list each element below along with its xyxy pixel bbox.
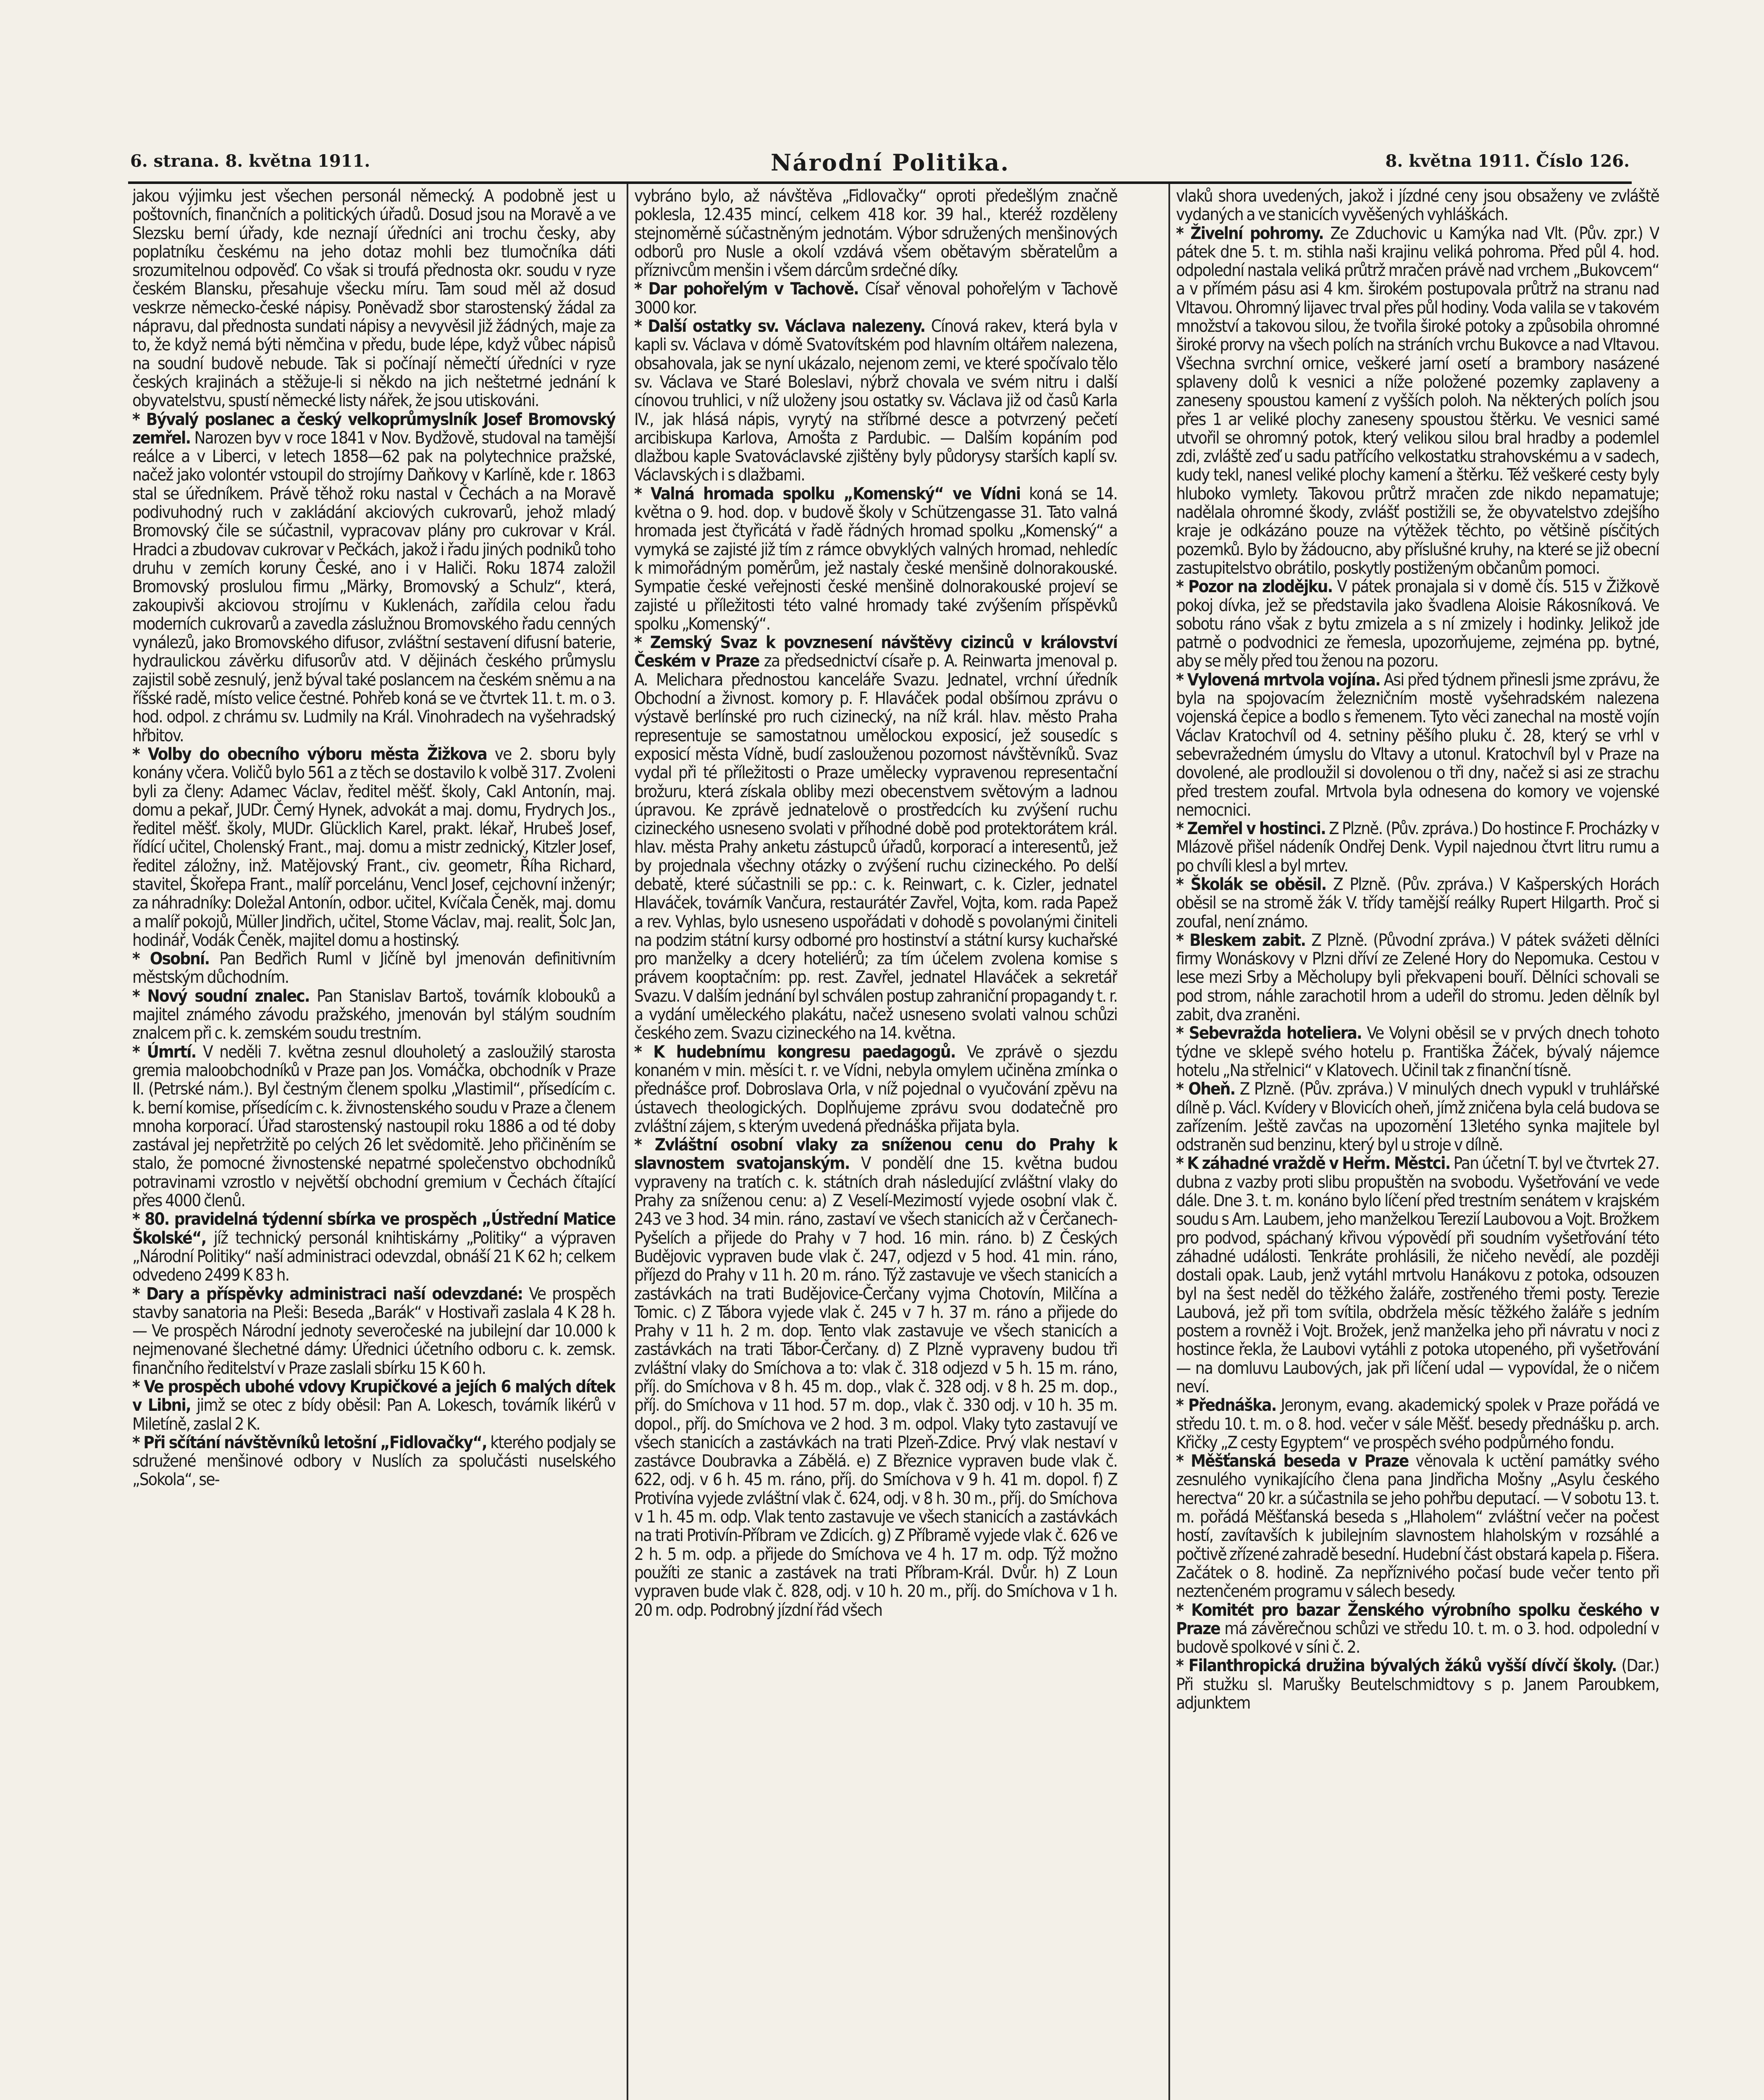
- article-headline: * Filanthropická družina bývalých žáků vyšší dívčí školy.: [1176, 1656, 1617, 1676]
- article-body: Ve zprávě o sjezdu konaném v min. měsíci t. r. ve Vídni, nebyla omylem učiněna zmínka o přednášce prof. Dobroslava Orla, v níž pojednal o vyučování zpěvu na ústavech theologických. Doplňujeme zprávu svou dodatečně pro zvláštní zájem, s kterým uvedená přednáška přijata byla.: [634, 1042, 1117, 1136]
- article-headline: * Živelní pohromy.: [1176, 223, 1323, 243]
- article-headline: * Měšťanská beseda v Praze: [1176, 1452, 1409, 1471]
- article-headline: * Komitét pro bazar Ženského výrobního spolku českého v Praze: [1176, 1600, 1659, 1638]
- article-body: vybráno bylo, až návštěva „Fidlovačky“ oproti předešlým značně poklesla, 12.435 mincí, celkem 418 kor. 39 hal., kteréž rozděleny stejnoměrně súčastněným jednotám. Výbor sdružených menšinových odborů pro Nusle a okolí vzdává všem obětavým sběratelům a příznivcům menšin i všem dárcům srdečné díky.: [634, 187, 1117, 281]
- article-paragraph: [1176, 578, 1659, 670]
- article-body: Ze Zduchovic u Kamýka nad Vlt. (Pův. zpr.) V pátek dne 5. t. m. stihla naši krajinu veliká pohroma. Před půl 4. hod. odpolední nastala veliká průtrž mračen právě nad vrchem „Bukovcem“ a v přímém pásu asi 4 km. širokém postupovala průtrž na stranu nad Vltavou. Ohromný lijavec trval přes půl hodiny. Voda valila se v takovém množství a takovou silou, že tvořila široké potoky a způsobila ohromné široké prorvy na všech polích na stráních vrchu Bukovce a nad Vltavou. Všechna svrchní ornice, veškeré jarní osetí a brambory nasázené splaveny dolů k vesnici a níže položené pozemky zaplaveny a zaneseny spoustou kamení z vyšších poloh. Na některých polích jsou přes 1 ar veliké plochy zaneseny spoustou štěrku. Ve vesnici samé utvořil se ohromný potok, který velikou silou bral hradby a podemlel zdi, zvláště zeď u sadu patřícího velkostatku strahovskému a v sadech, kudy tekl, nanesl veliké plochy kamení a štěrku. Též veškeré cesty byly hluboko vymlety. Takovou průtrž mračen zde nikdo nepamatuje; nadělala ohromné škody, zvlášť postižili se, že obyvatelstvo zdejšího kraje je odkázáno pouze na výtěžek těchto, po většině písčitých pozemků. Bylo by žádoucno, aby příslušné kruhy, na které se již obecní zastupitelstvo obrátilo, poskytly postiženým občanům pomoci.: [1176, 223, 1659, 578]
- article-body: V pondělí dne 15. května budou vypraveny na tratích c. k. státních drah následující zvláštní vlaky do Prahy za sníženou cenu: a) Z Veselí-Mezimostí vyjede osobní vlak č. 243 ve 3 hod. 34 min. ráno, zastaví ve všech stanicích až v Čerčanech-Pyšelích a přijede do Prahy v 7 hod. 16 min. ráno. b) Z Českých Budějovic vypraven bude vlak č. 247, odjezd v 5 hod. 41 min. ráno, příjezd do Prahy v 11 h. 20 m. ráno. Týž zastavuje ve všech stanicích a zastávkách na trati Budějovice-Čerčany vyjma Chotovín, Milčína a Tomic. c) Z Tábora vyjede vlak č. 245 v 7 h. 37 m. ráno a přijede do Prahy v 11 h. 2 m. dop. Tento vlak zastavuje ve všech stanicích a zastávkách na trati Tábor-Čerčany. d) Z Plzně vypraveny budou tři zvláštní vlaky do Smíchova a to: vlak č. 318 odjezd v 5 h. 15 m. ráno, příj. do Smíchova v 8 h. 45 m. dop., vlak č. 328 odj. v 8 h. 25 m. dop., příj. do Smíchova v 11 hod. 57 m. dop., vlak č. 330 odj. v 10 h. 35 m. dopol., příj. do Smíchova ve 2 hod. 3 m. odpol. Vlaky tyto zastavují ve všech stanicích a zastávkách na trati Plzeň-Zdice. Prvý vlak nestaví v zastávce Doubravka a Zábělá. e) Z Březnice vypraven bude vlak č. 622, odj. v 6 h. 45 m. ráno, příj. do Smíchova v 9 h. 41 m. dopol. f) Z Protivína vyjede zvláštní vlak č. 624, odj. v 8 h. 30 m., příj. do Smíchova v 1 h. 45 m. odp. Vlak tento zastavuje ve všech stanicích a zastávkách na trati Protivín-Příbram ve Zdicích. g) Z Příbramě vyjede vlak č. 626 ve 2 h. 5 m. odp. a přijede do Smíchova ve 4 h. 17 m. odp. Týž možno použíti ze stanic a zastávek na trati Příbram-Král. Dvůr. h) Z Loun vypraven bude vlak č. 828, odj. v 10 h. 20 m., příj. do Smíchova v 1 h. 20 m. odp. Podrobný jízdní řád všech: [634, 1154, 1117, 1620]
- article-body: ve 2. sboru byly konány včera. Voličů bylo 561 a z těch se dostavilo k volbě 317. Zvoleni byli za členy: Adamec Václav, ředitel měšť. školy, Cakl Antonín, maj. domu a pekař, JUDr. Černý Hynek, advokát a maj. domu, Frydrych Jos., ředitel měšť. školy, MUDr. Glücklich Karel, prakt. lékař, Hrubeš Josef, řídící učitel, Cholenský Frant., maj. domu a mistr zednický, Kitzler Josef, ředitel záložny, inž. Matějovský Frant., civ. geometr, Říha Richard, stavitel, Škořepa Frant., malíř porcelánu, Vencl Josef, cejchovní inženýr; za náhradníky: Doležal Antonín, odbor. učitel, Kvíčala Čeněk, maj. domu a malíř pokojů, Müller Jindřich, učitel, Stome Václav, maj. realit, Šolc Jan, hodinář, Vodák Čeněk, majitel domu a hostinský.: [132, 744, 615, 950]
- article-paragraph: [132, 410, 615, 745]
- article-headline: * Dary a příspěvky administraci naší odevzdané:: [132, 1284, 523, 1304]
- article-paragraph: [1176, 1396, 1659, 1452]
- article-paragraph: [1176, 1601, 1659, 1657]
- column-divider: [1168, 184, 1170, 2100]
- article-body: V pátek pronajala si v domě čís. 515 v Žižkově pokoj dívka, jež se představila jako švadlena Aloisie Rákosníková. Ve sobotu ráno však z bytu zmizela a s ní zmizely i hodinky. Jelikož jde patrně o podvodnici ze řemesla, upozorňujeme, zejména pp. bytné, aby se měly před tou ženou na pozoru.: [1176, 577, 1659, 671]
- article-headline: * Bývalý poslanec a český velkoprůmyslník Josef Bromovský zemřel.: [132, 410, 615, 448]
- article-body: Narozen byv v roce 1841 v Nov. Bydžově, studoval na tamější reálce a v Liberci, v letech 1858—62 pak na polytechnice pražské, načež jako volontér vstoupil do strojírny Daňkovy v Karlíně, kde r. 1863 stal se úředníkem. Právě těhož roku nastal v Čechách a na Moravě podivuhodný ruch v zakládání akciových cukrovarů, jehož mladý Bromovský čile se súčastnil, vypracovav plány pro cukrovar v Král. Hradci a zbudovav cukrovar v Pečkách, jakož i řadu jiných podniků toho druhu v zemích koruny České, ano i v Haliči. Roku 1874 založil Bromovský proslulou firmu „Märky, Bromovský a Schulz“, která, zakoupivši akciovou strojírnu v Kuklenách, zařídila celou řadu moderních cukrovarů a zavedla záslužnou Bromovského řadu cenných vynálezů, jako Bromovského difusor, zvláštní sestavení difusní baterie, hydraulickou závěrku difusorův atd. V dějinách českého průmyslu zajistil sobě zesnulý, jenž býval také poslancem na českém sněmu a na říšské radě, místo velice čestné. Pohřeb koná se ve čtvrtek 11. t. m. o 3. hod. odpol. z chrámu sv. Ludmily na Král. Vinohradech na vyšehradský hřbitov.: [132, 428, 615, 746]
- article-body: Z Plzně. (Pův. zpráva.) V minulých dnech vypukl v truhlářské dílně p. Václ. Kvídery v Blovicích oheň, jímž zničena byla celá budova se zařízením. Ještě zavčas na upozornění 13letého synka majitele byl odstraněn sud benzinu, který byl u stroje v dílně.: [1176, 1079, 1659, 1155]
- article-headline: * Valná hromada spolku „Komenský“ ve Vídni: [634, 484, 1021, 504]
- article-headline: * Nový soudní znalec.: [132, 986, 310, 1006]
- article-paragraph: [132, 1378, 615, 1433]
- article-paragraph: [1176, 931, 1659, 1024]
- article-headline: * Pozor na zlodějku.: [1176, 577, 1333, 597]
- article-paragraph: [634, 485, 1117, 633]
- article-body: Jeronym, evang. akademický spolek v Praze pořádá ve středu 10. t. m. o 8. hod. večer v sále Měšť. besedy přednášku p. arch. Křičky „Z cesty Egyptem“ ve prospěch svého podpůrného fondu.: [1176, 1396, 1659, 1452]
- article-paragraph: [1176, 1024, 1659, 1080]
- article-paragraph: [634, 187, 1117, 280]
- article-headline: * 80. pravidelná týdenní sbírka ve prospěch „Ústřední Matice Školské“,: [132, 1210, 615, 1248]
- article-body: Pan Bedřich Ruml v Jičíně byl jmenován definitivním městským důchodním.: [132, 949, 615, 987]
- article-paragraph: [132, 187, 615, 410]
- article-headline: * K záhadné vraždě v Heřm. Městci.: [1176, 1154, 1450, 1173]
- article-paragraph: [1176, 187, 1659, 224]
- article-body: Asi před týdnem přinesli jsme zprávu, že byla na spojovacím železničním mostě vyšehradském nalezena vojenská čepice a bodlo s řemenem. Tyto věci zanechal na mostě vojín Václav Kratochvíl od 4. setniny pěšího pluku č. 28, který se vrhl v sebevražedném úmyslu do Vltavy a utonul. Kratochvíl byl v Praze na dovolené, ale prodloužil si dovolenou o tři dny, načež si asi ze strachu před trestem zoufal. Mrtvola byla odnesena do komory ve vojenské nemocnici.: [1176, 670, 1659, 820]
- article-body: koná se 14. května o 9. hod. dop. v budově školy v Schützengasse 31. Tato valná hromada jest čtyřicátá v řadě řádných hromad spolku „Komenský“ a vymyká se zajisté již tím z rámce obvyklých valných hromad, nehledíc k mimořádným poměrům, jež nastaly české menšině dolnorakouské. Sympatie české veřejnosti české menšině dolnorakouské projeví se zajisté u příležitosti této valné hromady také zvýšením příspěvků spolku „Komenský“.: [634, 484, 1117, 634]
- article-body: Z Plzně. (Původní zpráva.) V pátek svážeti dělníci firmy Wonáskovy v Plzni dříví ze Zelené Hory do Nepomuka. Cestou v lese mezi Srby a Měcholupy byli překvapeni bouří. Dělníci schovali se pod strom, náhle zarachotil hrom a udeřil do stromu. Jeden dělník byl zabit, dva zraněni.: [1176, 930, 1659, 1025]
- article-paragraph: [1176, 875, 1659, 931]
- article-paragraph: [1176, 1656, 1659, 1712]
- article-body: Cínová rakev, která byla v kapli sv. Václava v dómě Svatovítském pod hlavním oltářem nalezena, obsahovala, jak se nyní ukázalo, nejenom zemi, ve které spočívalo tělo sv. Václava ve Staré Boleslavi, nýbrž chovala ve svém nitru i další cínovou truhlici, v níž uloženy jsou ostatky sv. Václava již od časů Karla IV., jak hlásá nápis, vyrytý na stříbrné desce a potvrzený pečetí arcibiskupa Karlova, Arnošta z Pardubic. — Dalším kopáním pod dlažbou kaple Svatováclavské zjištěny byly půdorysy starších kaplí sv. Václavských i s dlažbami.: [634, 317, 1117, 485]
- article-headline: * Osobní.: [132, 949, 210, 969]
- header-page-date: 6. strana. 8. května 1911.: [130, 151, 370, 171]
- article-headline: * Oheň.: [1176, 1079, 1235, 1099]
- article-paragraph: [132, 1285, 615, 1378]
- article-paragraph: [634, 1136, 1117, 1620]
- article-headline: * Ve prospěch ubohé vdovy Krupičkové a jejích 6 malých dítek v Libni,: [132, 1377, 615, 1415]
- article-headline: * Zemský Svaz k povznesení návštěvy cizinců v království Českém v Praze: [634, 633, 1117, 671]
- article-body: (Dar.) Při stužku sl. Marušky Beutelschmidtovy s p. Janem Paroubkem, adjunktem: [1176, 1656, 1659, 1713]
- article-paragraph: [132, 987, 615, 1043]
- article-paragraph: [634, 317, 1117, 485]
- article-body: jimž se otec z bídy oběsil: Pan A. Lokesch, továrník likérů v Miletíně, zaslal 2 K.: [132, 1396, 615, 1434]
- text-column-2: [634, 187, 1117, 2100]
- article-headline: * Dar pohořelým v Tachově.: [634, 279, 858, 299]
- article-body: Z Plzně. (Pův. zpráva.) V Kašperských Horách oběsil se na stromě žák V. třídy tamější reálky Rupert Hilgarth. Proč si zoufal, není známo.: [1176, 874, 1659, 932]
- article-headline: * Při sčítání návštěvníků letošní „Fidlovačky“,: [132, 1433, 487, 1452]
- article-body: jakou výjimku jest všechen personál německý. A podobně jest u poštovních, finančních a politických úřadů. Dosud jsou na Moravě a ve Slezsku berní úřady, kde neznají úředníci ani trochu česky, aby poplatníku českému na jeho dotaz mohli bez tlumočníka dáti srozumitelnou odpověď. Co však si troufá přednosta okr. soudu v ryze českém Blansku, přesahuje všecku míru. Tam soud měl až dosud veskrze německo-české nápisy. Poněvadž sbor starostenský žádal za nápravu, dal přednosta sundati nápisy a nevyvěsil již žádných, maje za to, že když nemá býti němčina v předu, bude lépe, když vůbec nápisů na soudní budově nebude. Tak si počínají němečtí úředníci v ryze českých krajinách a stěžuje-li si někdo na jich neštetrné jednání k obyvatelstvu, spustí německé listy nářek, že jsou utiskováni.: [132, 187, 615, 411]
- article-paragraph: [1176, 224, 1659, 578]
- header-rule: [128, 181, 1632, 184]
- article-body: vlaků shora uvedených, jakož i jízdné ceny jsou obsaženy ve zvláště vydaných a ve stanicích vyvěšených vyhláškách.: [1176, 187, 1659, 225]
- article-body: Pan účetní T. byl ve čtvrtek 27. dubna z vazby proti slibu propuštěn na svobodu. Vyšetřování ve vede dále. Dne 3. t. m. konáno bylo líčení před trestním senátem v krajském soudu s Arn. Laubem, jeho manželkou Terezií Laubovou a Vojt. Brožkem pro podvod, spáchaný křivou výpovědí při soudním vyšetřování této záhadné události. Tenkráte prohlásili, že ničeho nevědí, ale později dostali opak. Laub, jenž vytáhl mrtvolu Hanákovu z potoka, odsouzen byl na šest neděl do těžkého žaláře, zostřeného třemi posty. Terezie Laubová, jež při tom svítila, obdržela měsíc těžkého žaláře s jedním postem a rovněž i Vojt. Brožek, jenž manželka jeho při návratu v noci z hostince řekla, že Laubovi vytáhli z potoka utopeného, při vyšetřování — na domluvu Laubových, jak při líčení udal — vypovídal, že o ničem neví.: [1176, 1154, 1659, 1396]
- article-headline: * Přednáška.: [1176, 1396, 1276, 1415]
- text-column-1: [132, 187, 615, 2100]
- article-paragraph: [1176, 1154, 1659, 1396]
- article-paragraph: [132, 950, 615, 987]
- article-body: Císař věnoval pohořelým v Tachově 3000 kor.: [634, 279, 1117, 318]
- article-body: Ve Volyni oběsil se v prvých dnech tohoto týdne ve sklepě svého hotelu p. Františka Žáček, bývalý nájemce hotelu „Na střelnici“ v Klatovech. Učinil tak z finanční tísně.: [1176, 1024, 1659, 1080]
- article-headline: * Úmrtí.: [132, 1042, 196, 1062]
- article-paragraph: [132, 1433, 615, 1489]
- text-column-3: [1176, 187, 1659, 2100]
- article-paragraph: [1176, 1452, 1659, 1601]
- article-paragraph: [1176, 1080, 1659, 1154]
- article-headline: * Zemřel v hostinci.: [1176, 819, 1326, 839]
- article-body: jíž technický personál knihtiskárny „Politiky“ a výpraven „Národní Politiky“ naší administraci odevzdal, obnáší 21 K 62 h; celkem odvedeno 2499 K 83 h.: [132, 1228, 615, 1285]
- article-paragraph: [634, 280, 1117, 317]
- article-paragraph: [132, 1043, 615, 1210]
- article-body: má závěrečnou schůzi ve středu 10. t. m. o 3. hod. odpolední v budově spolkové v síni č. 2.: [1176, 1619, 1659, 1657]
- article-paragraph: [634, 633, 1117, 1043]
- page-header: [130, 149, 1630, 178]
- article-paragraph: [634, 1043, 1117, 1136]
- article-body: V neděli 7. května zesnul dlouholetý a zasloužilý starosta gremia maloobchodníků v Praze pan Jos. Vomáčka, obchodník v Praze II. (Petrské nám.). Byl čestným členem spolku „Vlastimil“, přísedícím c. k. berní komise, přísedícím c. k. živnostenského soudu v Praze a členem mnoha korporací. Úřad starostenský nastoupil roku 1886 a od té doby zastával jej nepřetržitě po celých 26 let svědomitě. Jeho přičiněním se stalo, že pomocné živnostenské nepatrné společenstvo obchodníků potravinami vzrostlo v největší obchodní gremium v Čechách čítající přes 4000 členů.: [132, 1042, 615, 1211]
- article-headline: * Další ostatky sv. Václava nalezeny.: [634, 317, 925, 336]
- article-headline: * Sebevražda hoteliera.: [1176, 1024, 1362, 1043]
- article-headline: * Vylovená mrtvola vojína.: [1176, 670, 1380, 690]
- article-headline: * Volby do obecního výboru města Žižkova: [132, 744, 487, 764]
- article-paragraph: [1176, 671, 1659, 819]
- header-issue-number: 8. května 1911. Číslo 126.: [1385, 151, 1630, 171]
- column-divider: [627, 184, 628, 2100]
- article-body: kterého podjaly se sdružené menšinové odbory v Nuslích za spolučásti nuselského „Sokola“, se-: [132, 1433, 615, 1490]
- article-paragraph: [1176, 819, 1659, 875]
- article-headline: * Školák se oběsil.: [1176, 874, 1326, 894]
- article-headline: * Bleskem zabit.: [1176, 930, 1306, 950]
- article-headline: * Zvláštní osobní vlaky za sníženou cenu do Prahy k slavnostem svatojanským.: [634, 1135, 1117, 1173]
- article-body: Ve prospěch stavby sanatoria na Pleši: Beseda „Barák“ v Hostivaři zaslala 4 K 28 h. — Ve prospěch Národní jednoty severočeské na jubilejní dar 10.000 k nejmenované šlechetné dámy: Úřednici účetního odboru c. k. zemsk. finančního ředitelství v Praze zaslali sbírku 15 K 60 h.: [132, 1284, 615, 1378]
- article-headline: * K hudebnímu kongresu paedagogů.: [634, 1042, 956, 1062]
- article-paragraph: [132, 745, 615, 950]
- masthead-title: Národní Politika.: [771, 149, 1010, 176]
- article-body: Z Plzně. (Pův. zpráva.) Do hostince F. Procházky v Mlázově přišel nádeník Ondřej Denk. Vypil najednou čtvrt litru rumu a po chvíli klesl a byl mrtev.: [1176, 819, 1659, 876]
- article-body: věnovala k uctění památky svého zesnulého vynikajícího člena pana Jindřicha Mošny „Asylu českého herectva“ 20 kr. a súčastnila se jeho pohřbu deputací. — V sobotu 13. t. m. pořádá Měšťanská beseda s „Hlaholem“ zvláštní večer na počest hostí, zavítavších k jubilejním slavnostem hlaholským v rozsáhlé a počtivě zřízené zahradě besední. Hudební část obstará kapela p. Fišera. Začátek o 8. hodině. Za nepříznivého počasí bude večer tento při neztenčeném programu v sálech besedy.: [1176, 1452, 1659, 1601]
- article-body: Pan Stanislav Bartoš, továrník klobouků a majitel známého závodu pražského, jmenován byl stálým soudním znalcem při c. k. zemském soudu trestním.: [132, 986, 615, 1043]
- article-paragraph: [132, 1210, 615, 1284]
- article-body: za předsednictví císaře p. A. Reinwarta jmenoval p. A. Melichara přednostou kanceláře Svazu. Jednatel, vrchní úředník Obchodní a živnost. komory p. F. Hlaváček podal obšírnou zprávu o výstavě berlínské pro ruch cizinecký, na níž král. hlav. město Praha representuje se samostatnou umělockou exposicí, jež sousedíc s exposicí města Vídně, budí zaslouženou pozornost návštěvníků. Svaz vydal při té příležitosti o Praze umělecky vypravenou representační brožuru, která získala obliby mezi obecenstvem světovým a ladnou úpravou. Ke zprávě jednatelově o prostředcích ku zvýšení ruchu cizineckého usneseno svolati v příhodné době pod protektorátem král. hlav. města Prahy anketu zástupců úřadů, korporací a interesentů, jež by projednala všechny otázky o zvýšení ruchu cizineckého. Po delší debatě, které súčastnili se pp.: c. k. Reinwart, c. k. Cizler, jednatel Hlaváček, továrník Vančura, restaurátér Zavřel, Vojta, kom. rada Papež a rev. Vyhlas, bylo usneseno uspořádati v dohodě s povolanými činiteli na podzim státní kursy odborné pro hostinství a státní kursy kuchařské pro manželky a dcery hoteliérů; za tím účelem zvolena komise s právem kooptačním: pp. rest. Zavřel, jednatel Hlaváček a sekretář Svazu. V dalším jednání byl schválen postup zahraniční propagandy t. r. a vydání uměleckého plakátu, načež usneseno svolati valnou schůzi českého zem. Svazu cizineckého na 14. května.: [634, 651, 1117, 1043]
